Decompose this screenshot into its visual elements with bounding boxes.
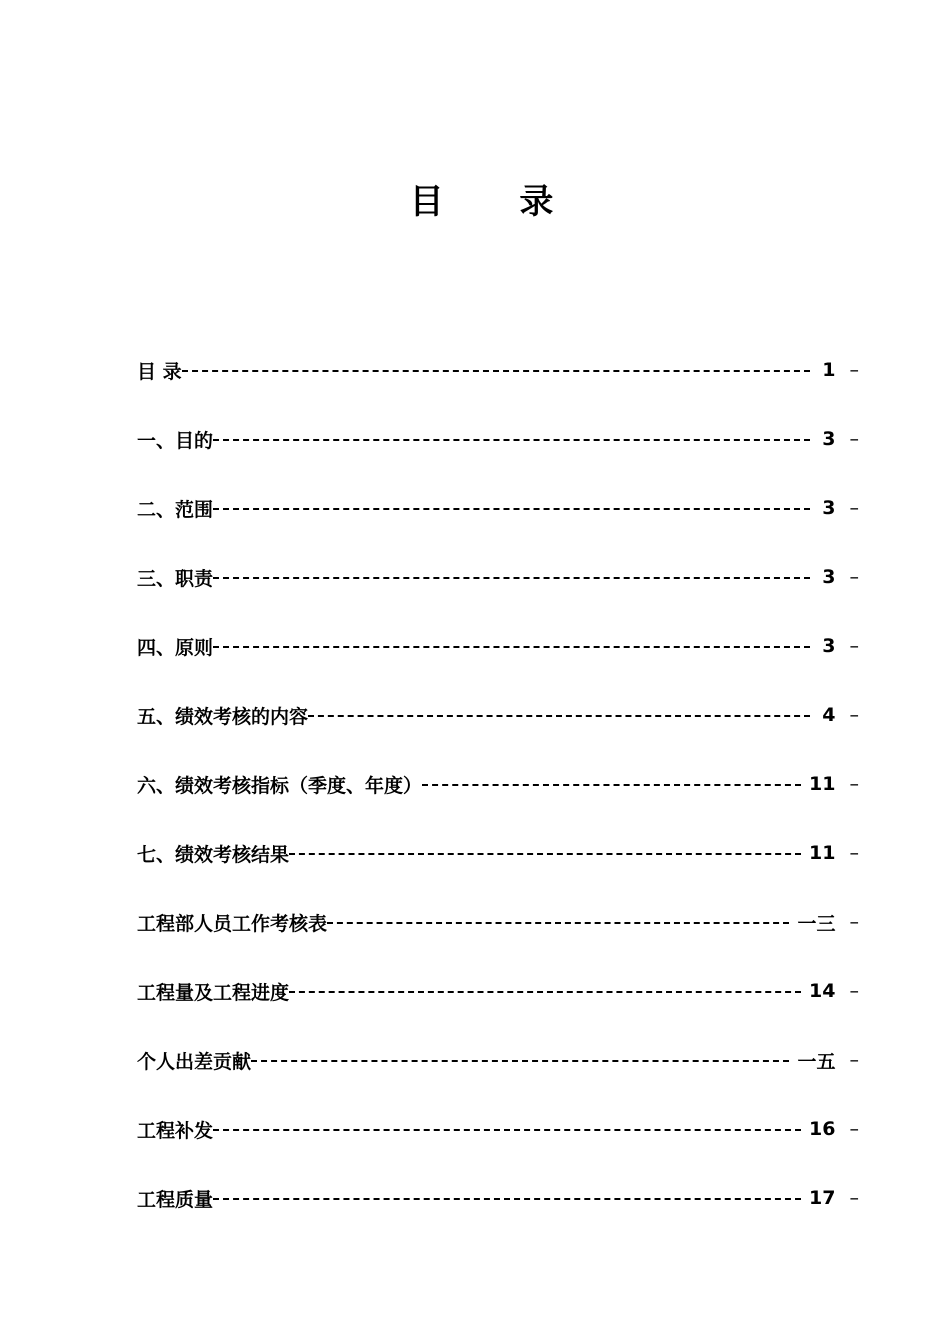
toc-list [137, 350, 859, 1247]
toc-leader-line [289, 991, 801, 993]
toc-entry-label: 三、职责 [137, 567, 214, 590]
toc-leader-line [308, 715, 809, 717]
toc-entry-label: 工程补发 [137, 1119, 214, 1142]
toc-page-suffix: – [849, 428, 859, 450]
toc-page-suffix: – [849, 842, 859, 864]
toc-page-number: 一三 [797, 912, 836, 935]
toc-page-suffix: – [849, 1118, 859, 1140]
toc-entry[interactable] [137, 902, 859, 942]
toc-page-number: 4 [822, 704, 836, 726]
toc-page-number: 14 [809, 980, 836, 1002]
toc-entry-label: 六、绩效考核指标（季度、年度） [137, 774, 423, 797]
toc-entry[interactable] [137, 419, 859, 459]
toc-entry[interactable] [137, 1178, 859, 1218]
toc-entry-label: 工程量及工程进度 [137, 981, 290, 1004]
toc-page-number: 11 [809, 842, 836, 864]
toc-leader-line [213, 1129, 801, 1131]
toc-leader-line [422, 784, 801, 786]
toc-page-suffix: – [849, 980, 859, 1002]
toc-leader-line [327, 922, 789, 924]
toc-leader-line [213, 646, 809, 648]
toc-entry-label: 目 录 [137, 360, 182, 383]
toc-entry-label: 四、原则 [137, 636, 214, 659]
toc-entry-label: 七、绩效考核结果 [137, 843, 290, 866]
toc-entry-label: 一、目的 [137, 429, 214, 452]
toc-page-suffix: – [849, 359, 859, 381]
toc-title: 目 录 [409, 182, 586, 222]
toc-entry-label: 工程质量 [137, 1188, 214, 1211]
toc-page-number: 1 [822, 359, 836, 381]
toc-page-number: 3 [822, 566, 836, 588]
toc-entry[interactable] [137, 557, 859, 597]
toc-entry[interactable] [137, 350, 859, 390]
toc-entry[interactable] [137, 971, 859, 1011]
toc-page-number: 3 [822, 635, 836, 657]
toc-entry-label: 工程部人员工作考核表 [137, 912, 328, 935]
toc-entry-label: 五、绩效考核的内容 [137, 705, 309, 728]
toc-entry[interactable] [137, 1040, 859, 1080]
toc-entry[interactable] [137, 695, 859, 735]
toc-page-number: 16 [809, 1118, 836, 1140]
toc-entry[interactable] [137, 1109, 859, 1149]
toc-leader-line [213, 439, 809, 441]
toc-page-suffix: – [849, 704, 859, 726]
toc-entry[interactable] [137, 626, 859, 666]
toc-page-number: 11 [809, 773, 836, 795]
toc-page-suffix: – [849, 497, 859, 519]
toc-page-suffix: – [849, 1187, 859, 1209]
toc-leader-line [213, 1198, 801, 1200]
toc-leader-line [213, 577, 809, 579]
toc-page-suffix: – [849, 911, 859, 933]
toc-page-number: 17 [809, 1187, 836, 1209]
toc-page-number: 一五 [797, 1050, 836, 1073]
toc-entry[interactable] [137, 764, 859, 804]
toc-page-number: 3 [822, 428, 836, 450]
toc-page-suffix: – [849, 773, 859, 795]
toc-page-suffix: – [849, 635, 859, 657]
toc-leader-line [213, 508, 809, 510]
toc-entry[interactable] [137, 488, 859, 528]
toc-page-number: 3 [822, 497, 836, 519]
toc-entry-label: 个人出差贡献 [137, 1050, 252, 1073]
toc-leader-line [251, 1060, 789, 1062]
toc-entry-label: 二、范围 [137, 498, 214, 521]
toc-page-suffix: – [849, 566, 859, 588]
toc-page-suffix: – [849, 1049, 859, 1071]
toc-entry[interactable] [137, 833, 859, 873]
toc-leader-line [182, 370, 810, 372]
toc-leader-line [289, 853, 801, 855]
